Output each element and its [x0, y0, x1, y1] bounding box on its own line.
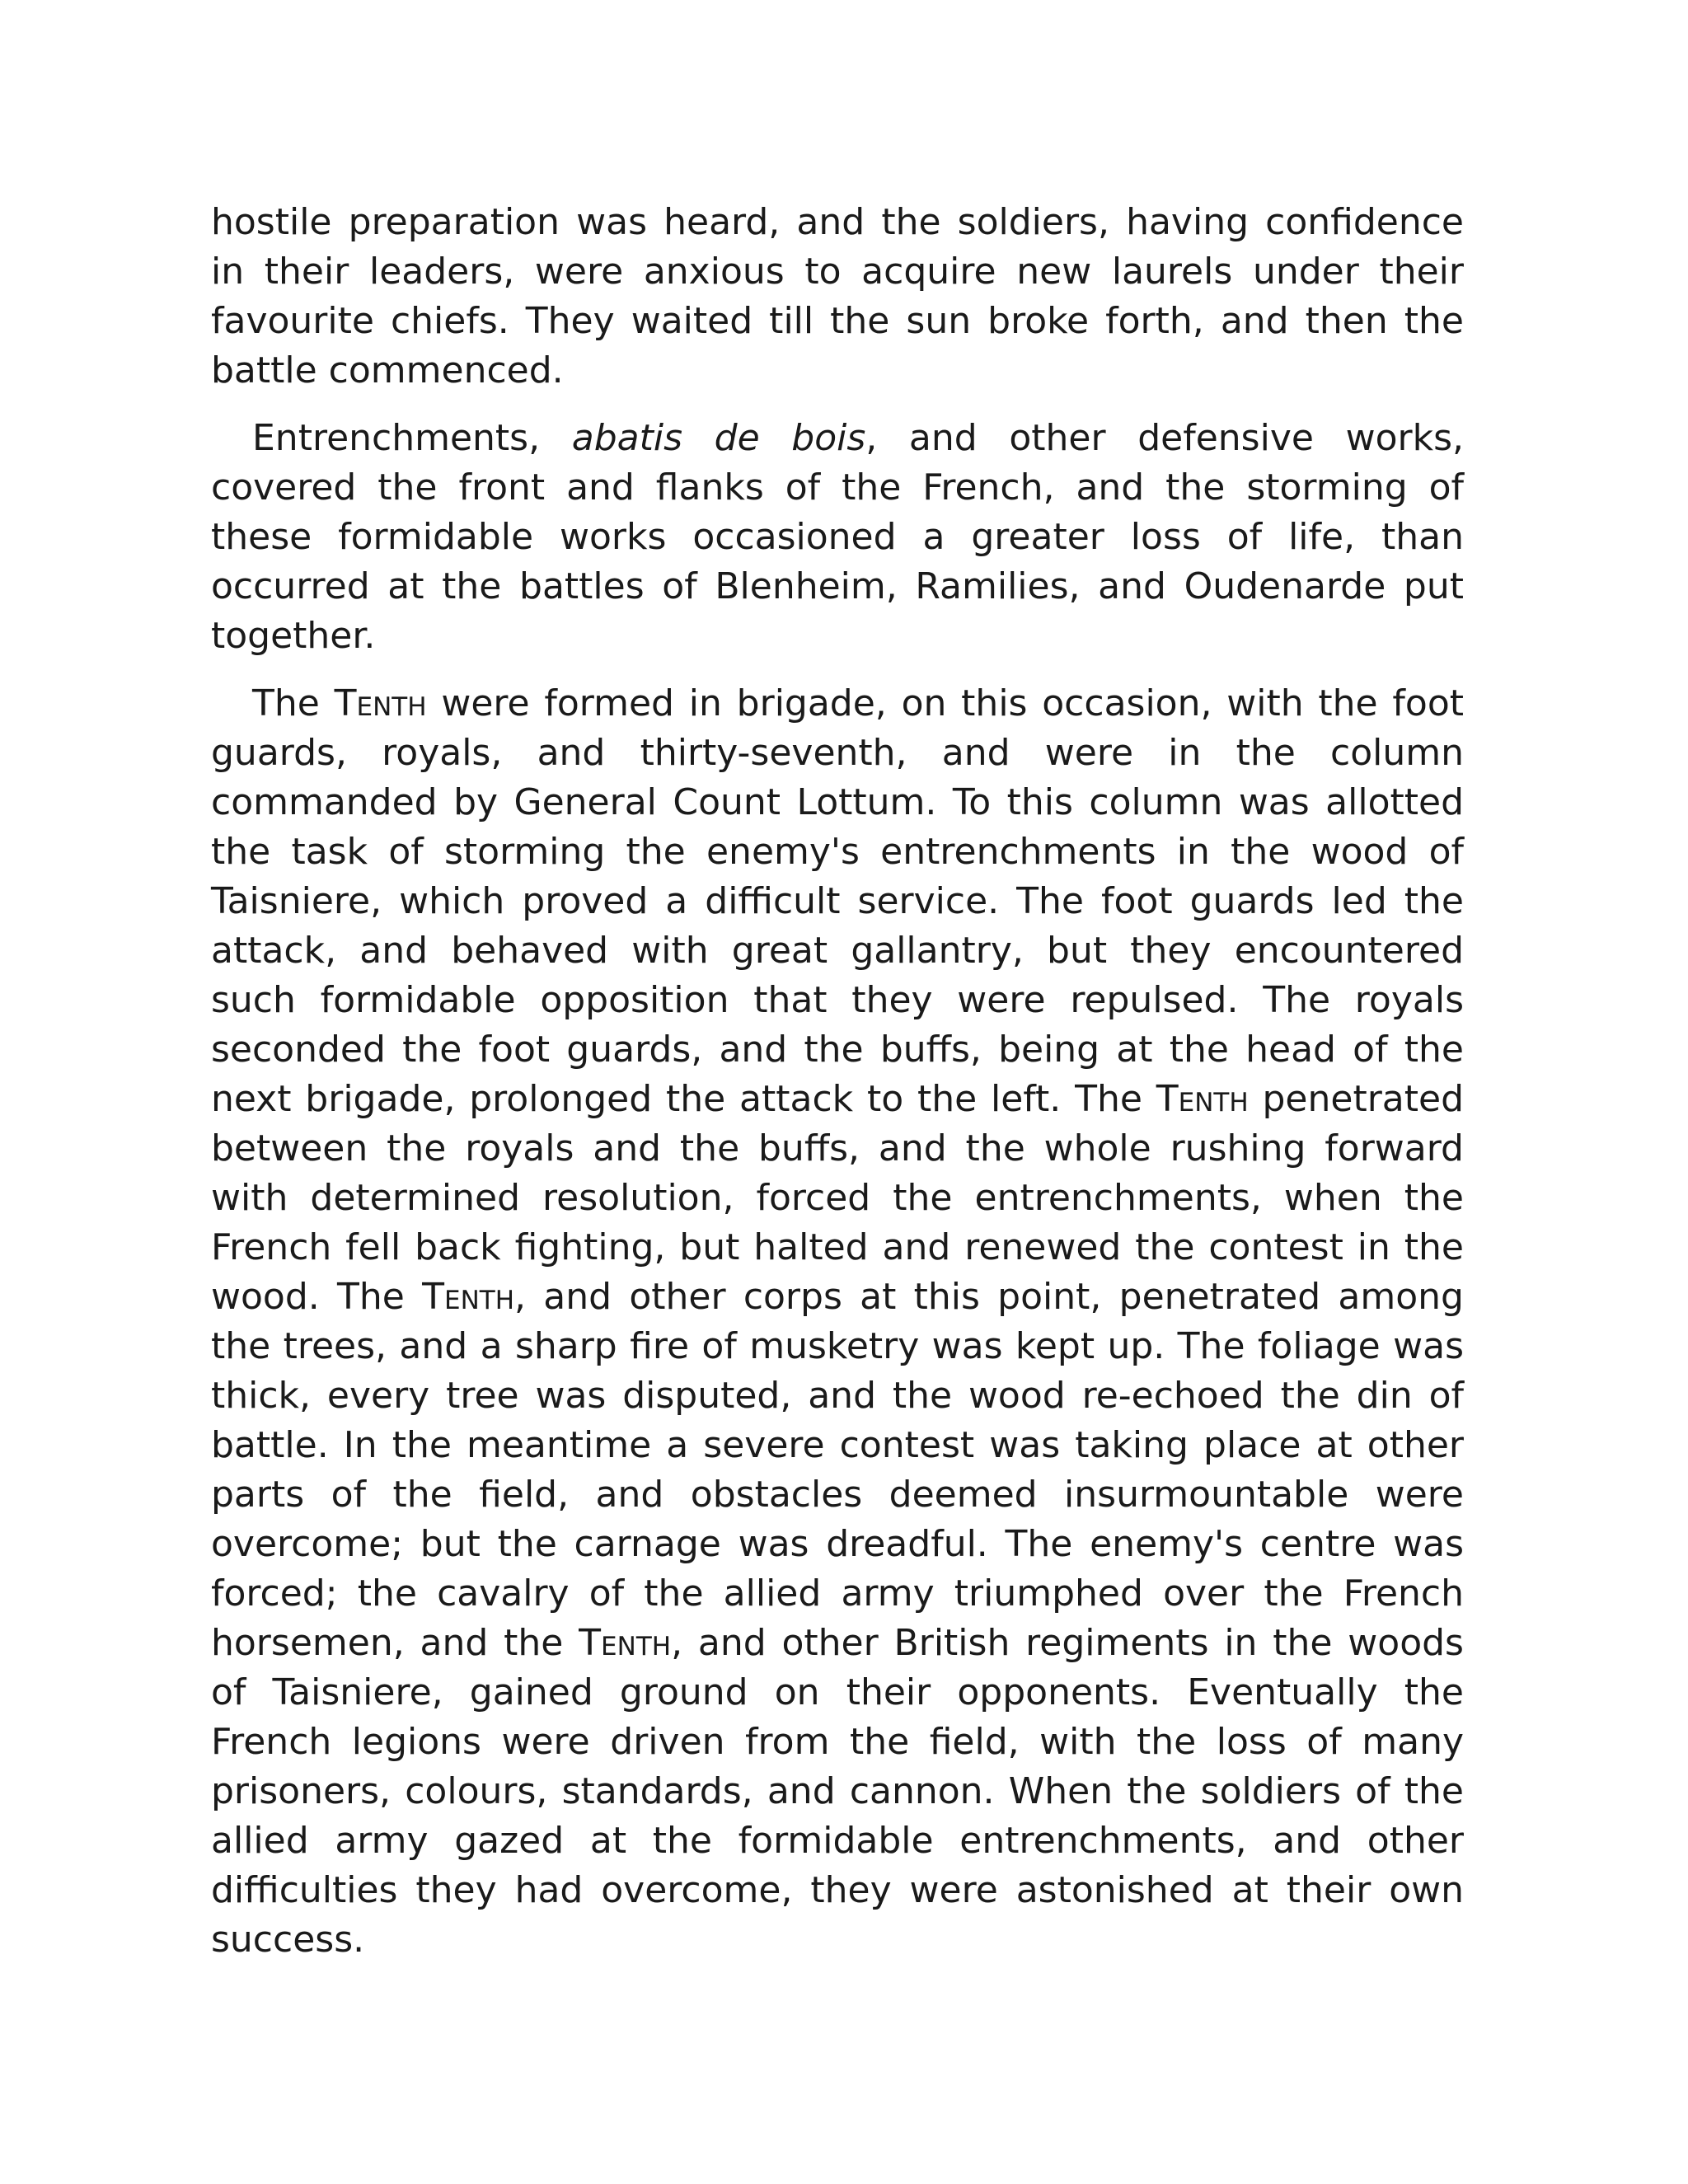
- paragraph-3-text-d: , and other corps at this point, penetrated among the trees, and a sharp fire of musketry was kept up. The foliage was thick, every tree was disputed, and the wood re-echoed the din of battle. In the meantime a severe contest was taking place at other parts of the field, and obstacles deemed insurmountable were overcome; but the carnage was dreadful. The enemy's centre was forced; the cavalry of the allied army triumphed over the French horsemen, and the: [211, 1276, 1464, 1664]
- page-body: [211, 198, 1464, 1983]
- regiment-name-tenth: Tenth: [334, 682, 427, 724]
- paragraph-3-text-e: , and other British regiments in the woods of Taisniere, gained ground on their opponents. Eventually the French legions were driven from the field, with the loss of many prisoners, colours, standards, and cannon. When the soldiers of the allied army gazed at the formidable entrenchments, and other difficulties they had overcome, they were astonished at their own success.: [211, 1622, 1464, 1961]
- paragraph-3-text-b: were formed in brigade, on this occasion, with the foot guards, royals, and thirty-seventh, and were in the column commanded by General Count Lottum. To this column was allotted the task of storming the enemy's entrenchments in the wood of Taisniere, which proved a difficult service. The foot guards led the attack, and behaved with great gallantry, but they encountered such formidable opposition that they were repulsed. The royals seconded the foot guards, and the buffs, being at the head of the next brigade, prolonged the attack to the left. The: [211, 682, 1464, 1120]
- paragraph-2-text-b: , and other defensive works, covered the front and flanks of the French, and the storming of these formidable works occasioned a greater loss of life, than occurred at the battles of Blenheim, Ramilies, and Oudenarde put together.: [211, 417, 1464, 657]
- paragraph-2: [211, 414, 1464, 661]
- paragraph-3-text-a: The: [252, 682, 335, 724]
- paragraph-1-text: hostile preparation was heard, and the soldiers, having confidence in their leaders, were anxious to acquire new laurels under their favourite chiefs. They waited till the sun broke forth, and then the battle commenced.: [211, 201, 1464, 391]
- regiment-name-tenth: Tenth: [579, 1622, 672, 1664]
- italic-term-abatis: abatis de bois: [571, 417, 866, 459]
- paragraph-1: [211, 198, 1464, 396]
- paragraph-3: [211, 679, 1464, 1965]
- paragraph-2-text-a: Entrenchments,: [252, 417, 572, 459]
- regiment-name-tenth: Tenth: [1156, 1078, 1249, 1120]
- paragraph-3-text-c: penetrated between the royals and the buffs, and the whole rushing forward with determined resolution, forced the entrenchments, when the French fell back fighting, but halted and renewed the contest in the wood. The: [211, 1078, 1464, 1318]
- regiment-name-tenth: Tenth: [422, 1276, 515, 1318]
